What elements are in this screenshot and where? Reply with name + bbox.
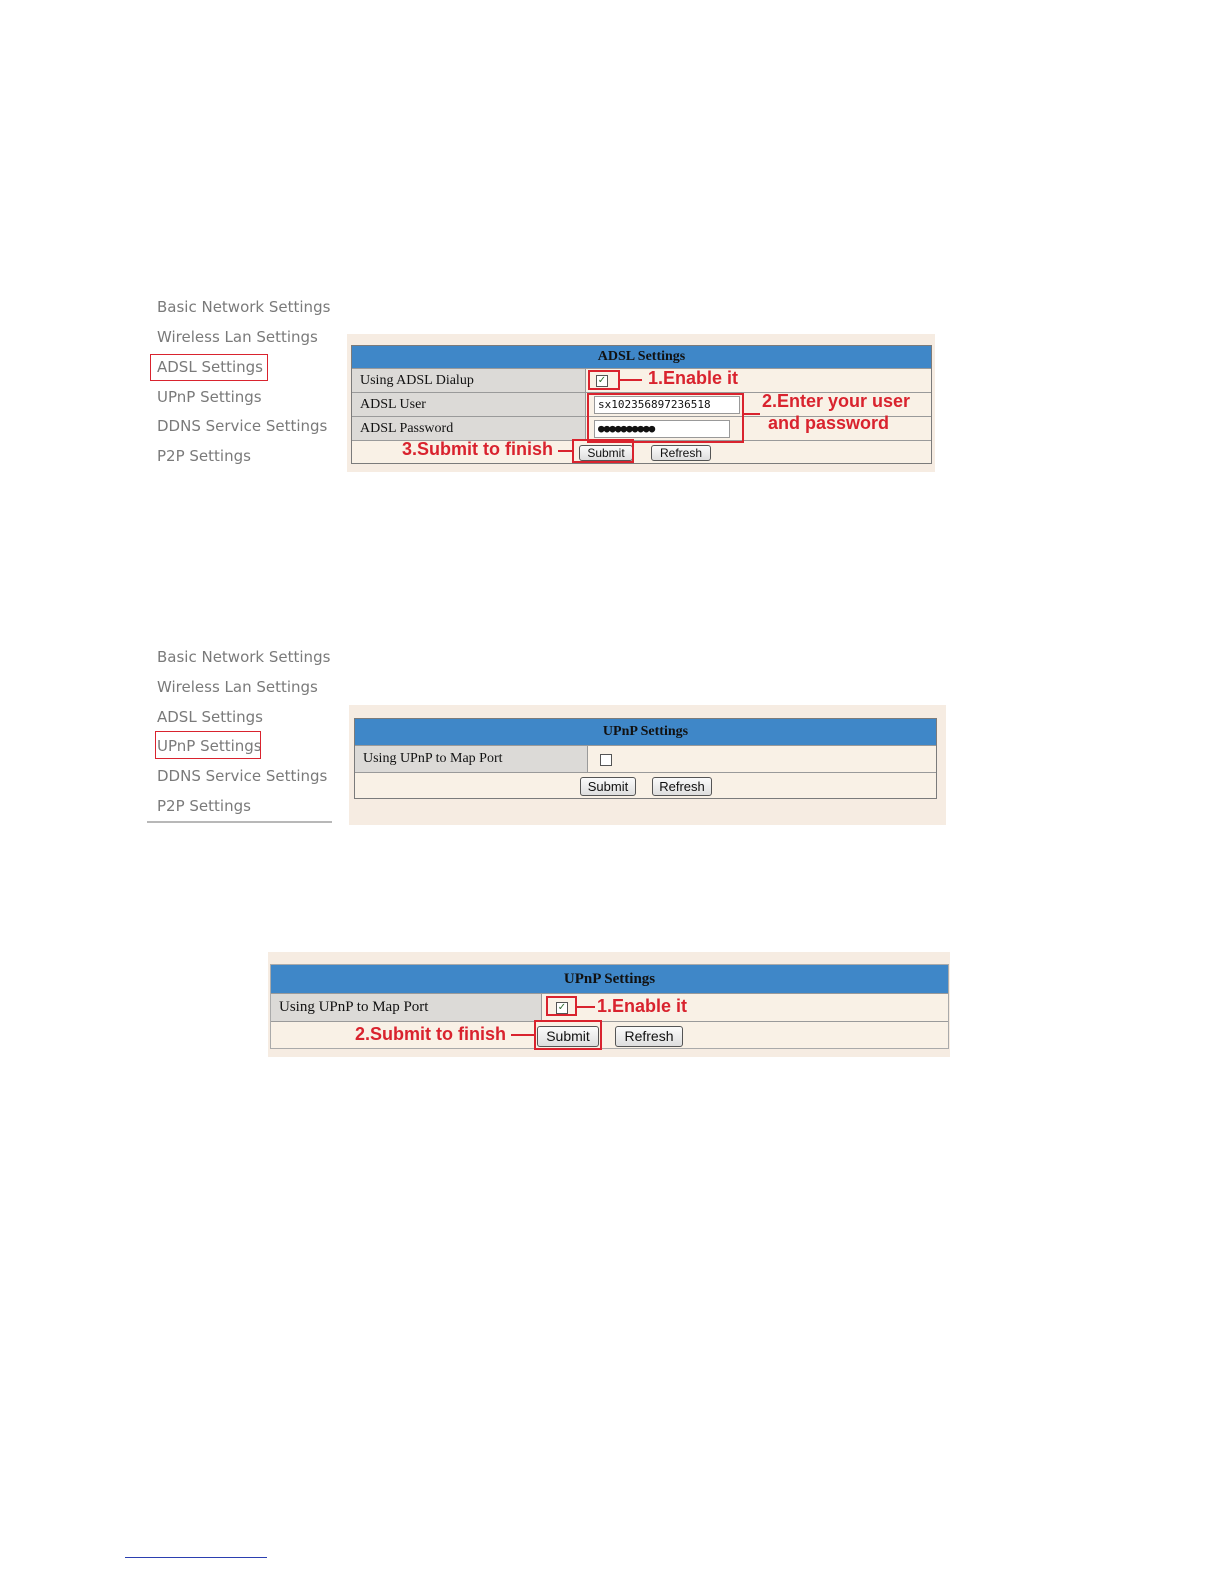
menu-item-wireless-lan[interactable]: Wireless Lan Settings [157,678,318,696]
upnp-refresh-button-1[interactable]: Refresh [652,777,712,796]
adsl-user-label: ADSL User [352,393,586,416]
footer-link-underline [125,1557,267,1558]
annotation-upnp-enable-it: 1.Enable it [597,996,688,1016]
highlight-upnp-menu [155,731,261,759]
menu-divider [147,821,332,823]
annotation-line-enable [620,379,642,381]
upnp-refresh-button-2[interactable]: Refresh [615,1026,683,1047]
highlight-upnp-submit [534,1020,602,1050]
menu-item-ddns[interactable]: DDNS Service Settings [157,417,328,435]
highlight-adsl-menu [150,354,268,381]
adsl-dialup-checkbox[interactable]: ✓ [597,375,607,386]
upnp-table-title-1: UPnP Settings [355,719,936,745]
menu-item-wireless-lan[interactable]: Wireless Lan Settings [157,328,318,346]
annotation-submit-finish: 3.Submit to finish [402,439,553,459]
menu-item-upnp[interactable]: UPnP Settings [157,737,262,755]
annotation-enter-user: 2.Enter your user [762,391,911,411]
highlight-adsl-submit [572,439,634,463]
adsl-submit-button[interactable]: Submit [579,445,633,461]
menu-item-adsl[interactable]: ADSL Settings [157,708,263,726]
upnp-map-row-1 [355,745,936,772]
upnp-submit-button-1[interactable]: Submit [580,777,636,796]
adsl-table-title: ADSL Settings [352,346,931,368]
upnp-panel-1 [349,705,946,825]
highlight-upnp-checkbox [546,996,577,1016]
upnp-map-label-2: Using UPnP to Map Port [271,994,542,1021]
annotation-line-user [744,413,760,415]
menu-item-p2p[interactable]: P2P Settings [157,447,251,465]
upnp-map-checkbox-2[interactable]: ✓ [557,1002,567,1013]
upnp-settings-table-1 [354,718,937,799]
adsl-user-input[interactable]: sx102356897236518 [594,396,740,414]
annotation-line-upnp-submit [511,1034,535,1036]
adsl-refresh-button[interactable]: Refresh [651,445,711,461]
upnp-map-label-1: Using UPnP to Map Port [355,746,588,772]
adsl-password-input[interactable]: ●●●●●●●●●● [594,420,730,438]
annotation-line-submit [558,450,572,452]
upnp-submit-button-2[interactable]: Submit [537,1026,599,1047]
upnp-table-title-2: UPnP Settings [271,965,948,993]
adsl-dialup-label: Using ADSL Dialup [352,369,586,392]
menu-item-ddns[interactable]: DDNS Service Settings [157,767,328,785]
upnp-map-checkbox-1[interactable] [600,754,612,766]
annotation-upnp-submit-finish: 2.Submit to finish [355,1024,506,1044]
adsl-password-label: ADSL Password [352,417,586,440]
menu-item-adsl[interactable]: ADSL Settings [157,358,263,376]
menu-item-upnp[interactable]: UPnP Settings [157,388,262,406]
menu-item-p2p[interactable]: P2P Settings [157,797,251,815]
menu-item-basic-network[interactable]: Basic Network Settings [157,298,331,316]
annotation-and-password: and password [768,413,890,433]
annotation-line-upnp-enable [577,1006,595,1008]
highlight-dialup-checkbox [588,370,620,390]
menu-item-basic-network[interactable]: Basic Network Settings [157,648,331,666]
annotation-enable-it: 1.Enable it [648,368,739,388]
upnp-actions-row-1 [355,772,936,799]
highlight-user-password [587,393,744,443]
